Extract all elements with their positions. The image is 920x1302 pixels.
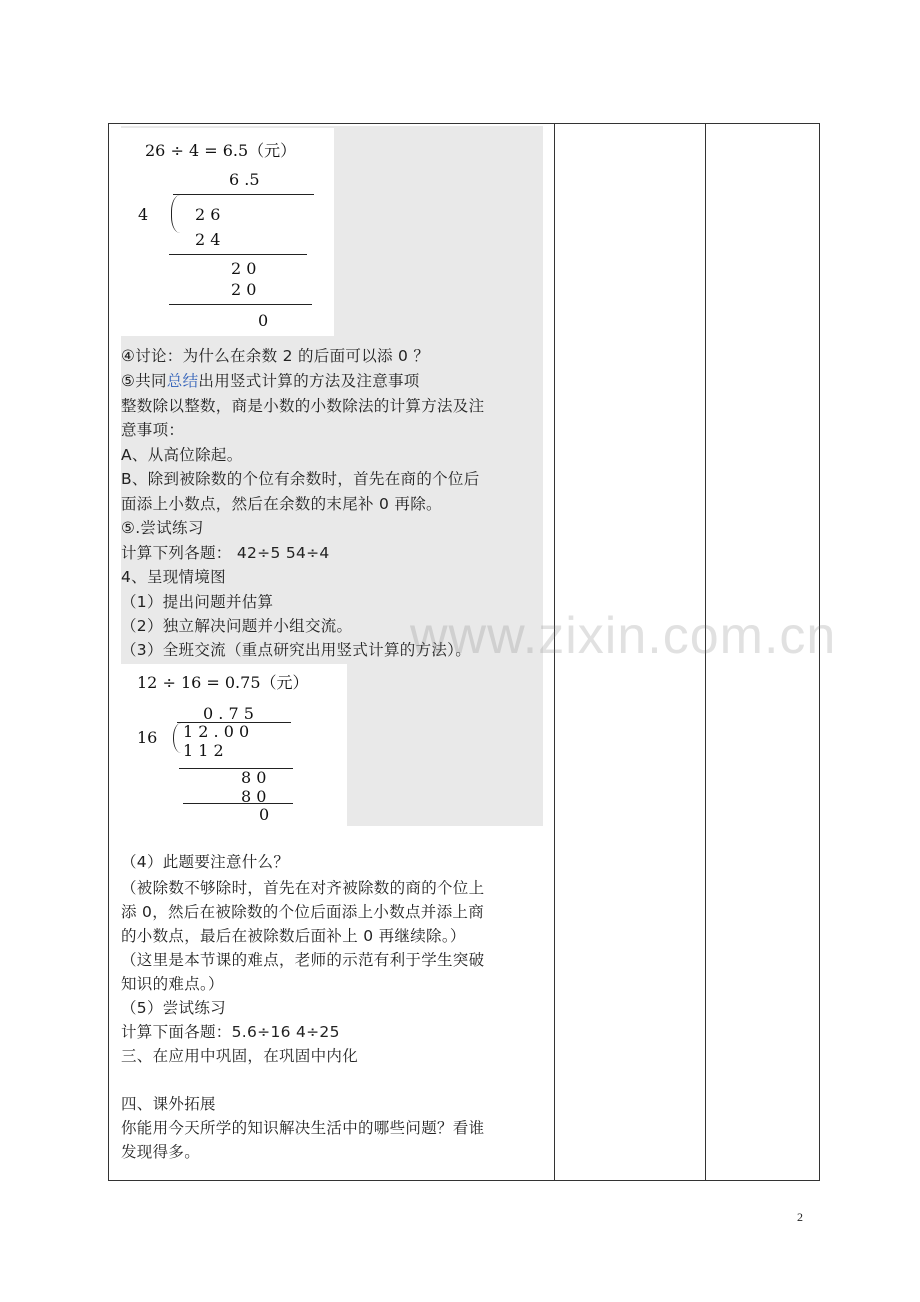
divisor-2: 16 xyxy=(137,728,158,747)
long-division-figure-1 xyxy=(121,128,334,336)
division-bar-1 xyxy=(173,194,314,195)
text-line: A、从高位除起。 xyxy=(121,446,243,464)
subtract-line-1b xyxy=(169,304,312,305)
text-line: B、除到被除数的个位有余数时，首先在商的个位后 xyxy=(121,470,480,488)
text-line: 面添上小数点，然后在余数的末尾补 0 再除。 xyxy=(121,495,442,513)
text-line: 整数除以整数，商是小数的小数除法的计算方法及注 xyxy=(121,397,485,415)
subtract-line-2a xyxy=(179,768,293,769)
watermark: www.zixin.com.cn xyxy=(410,607,837,665)
text-line: （这里是本节课的难点，老师的示范有利于学生突破 xyxy=(121,951,485,969)
text-line: （4）此题要注意什么？ xyxy=(121,853,290,871)
text-line: （5）尝试练习 xyxy=(121,999,226,1017)
subtract-line-1a xyxy=(169,254,307,255)
quotient-1: 6 .5 xyxy=(229,170,260,189)
subtract-line-2b xyxy=(183,803,293,804)
text-line: 的小数点，最后在被除数后面补上 0 再继续除。） xyxy=(121,927,466,945)
text-line: 你能用今天所学的知识解决生活中的哪些问题？看谁 xyxy=(121,1119,485,1137)
text-line: ④讨论：为什么在余数 2 的后面可以添 0 ？ xyxy=(121,347,430,365)
step1-1: 2 4 xyxy=(195,230,221,249)
dividend-1: 2 6 xyxy=(195,205,221,224)
text-line: 发现得多。 xyxy=(121,1143,201,1161)
equation-1: 26 ÷ 4 = 6.5（元） xyxy=(145,141,297,160)
summary-link[interactable]: 总结 xyxy=(166,372,199,390)
quotient-2: 0 . 7 5 xyxy=(203,704,254,723)
text-line: 添 0，然后在被除数的个位后面添上小数点并添上商 xyxy=(121,903,484,921)
text-line: 四、课外拓展 xyxy=(121,1095,216,1113)
text-line: （被除数不够除时，首先在对齐被除数的商的个位上 xyxy=(121,879,485,897)
remainder-1: 0 xyxy=(258,311,269,330)
divisor-1: 4 xyxy=(138,205,149,224)
step3-2: 8 0 xyxy=(241,787,267,806)
step1-2: 1 1 2 xyxy=(183,741,224,760)
text-line: （2）独立解决问题并小组交流。 xyxy=(121,617,353,635)
text-line: （1）提出问题并估算 xyxy=(121,593,274,611)
long-division-figure-2 xyxy=(121,664,347,826)
text-line-summary: ⑤共同总结出用竖式计算的方法及注意事项 xyxy=(121,372,420,390)
equation-2: 12 ÷ 16 = 0.75（元） xyxy=(137,673,309,692)
text-line: 4、呈现情境图 xyxy=(121,568,226,586)
division-bracket-2 xyxy=(173,723,181,753)
step3-1: 2 0 xyxy=(231,280,257,299)
text-line: 三、在应用中巩固，在巩固中内化 xyxy=(121,1047,359,1065)
text-line: 计算下面各题：5.6÷16 4÷25 xyxy=(121,1023,340,1041)
text-line: ⑤.尝试练习 xyxy=(121,519,204,537)
dividend-2: 1 2 . 0 0 xyxy=(183,722,250,741)
text-line: （3）全班交流（重点研究出用竖式计算的方法）。 xyxy=(121,641,472,659)
text-line: 知识的难点。） xyxy=(121,975,224,993)
page-number: 2 xyxy=(797,1210,803,1224)
text-line: 意事项： xyxy=(121,421,185,439)
step2-1: 2 0 xyxy=(231,259,257,278)
division-bracket-1 xyxy=(171,195,180,233)
remainder-2: 0 xyxy=(259,805,270,824)
text-line: 计算下列各题： 42÷5 54÷4 xyxy=(121,544,330,562)
step2-2: 8 0 xyxy=(241,768,267,787)
